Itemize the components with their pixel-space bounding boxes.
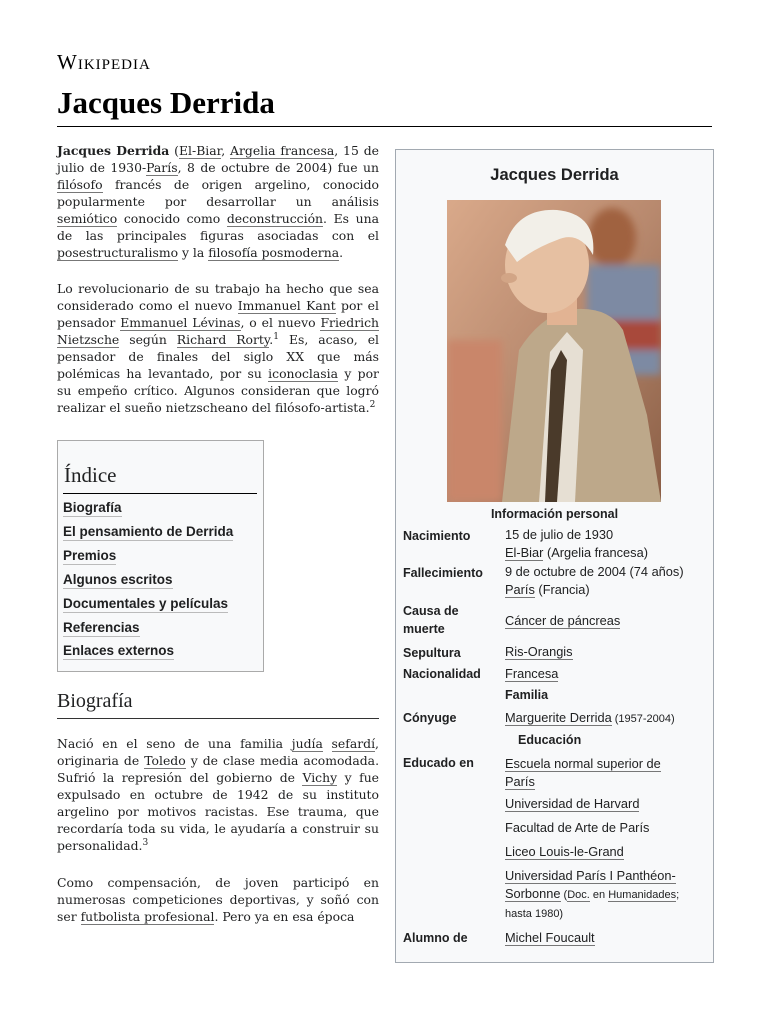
birth-date: 15 de julio de 1930 bbox=[505, 527, 614, 542]
text: según bbox=[119, 332, 177, 347]
text: por el pensador bbox=[57, 298, 379, 330]
birth-country: (Argelia francesa) bbox=[543, 545, 648, 560]
link-sefardi[interactable]: sefardí bbox=[331, 736, 376, 751]
text: y fue expulsado en octubre de 1942 de su instituto argelino por motivos racistas. Ese trauma, que recordaría toda su vida, le ayudaría a construir su personalidad. bbox=[57, 770, 380, 853]
link-immanuel-kant[interactable]: Immanuel Kant bbox=[237, 298, 336, 313]
link-judia[interactable]: judía bbox=[291, 736, 323, 751]
link-filosofo[interactable]: filósofo bbox=[57, 177, 103, 192]
toc-divider bbox=[63, 493, 257, 494]
death-country: (Francia) bbox=[534, 582, 590, 597]
birth-value bbox=[505, 526, 710, 562]
educated-at-label: Educado en bbox=[403, 756, 474, 770]
link-nationality[interactable]: Francesa bbox=[505, 666, 559, 681]
portrait-image bbox=[447, 200, 661, 502]
link-school-1[interactable]: Escuela normal superior de bbox=[505, 756, 661, 771]
infobox-header-education: Educación bbox=[518, 733, 582, 747]
text: , bbox=[221, 143, 231, 158]
spouse-label: Cónyuge bbox=[403, 711, 457, 725]
text: francés de origen argelino, conocido popularmente por desarrollar un análisis bbox=[57, 177, 379, 209]
toc-item-biografia[interactable]: Biografía bbox=[63, 500, 122, 515]
text: ; bbox=[676, 889, 680, 901]
school-4 bbox=[505, 843, 710, 861]
infobox bbox=[395, 149, 714, 963]
link-posestructuralismo[interactable]: posestructuralismo bbox=[57, 245, 179, 260]
link-humanidades[interactable]: Humanidades bbox=[608, 889, 677, 901]
student-of-value bbox=[505, 929, 710, 947]
link-school-1-cont[interactable]: París bbox=[505, 774, 535, 789]
link-birth-place[interactable]: El-Biar bbox=[505, 545, 544, 560]
link-school-5[interactable]: Universidad París I Panthéon- bbox=[505, 868, 676, 883]
link-richard-rorty[interactable]: Richard Rorty bbox=[176, 332, 270, 347]
link-burial[interactable]: Ris-Orangis bbox=[505, 644, 573, 659]
link-semiotico[interactable]: semiótico bbox=[57, 211, 118, 226]
intro-paragraph-1 bbox=[57, 142, 379, 261]
text: conocido como bbox=[117, 211, 227, 226]
text: en bbox=[589, 889, 609, 901]
cause-of-death-label bbox=[403, 602, 459, 638]
toc-item-escritos[interactable]: Algunos escritos bbox=[63, 572, 173, 587]
toc-item-documentales[interactable]: Documentales y películas bbox=[63, 596, 229, 611]
toc-item-premios[interactable]: Premios bbox=[63, 548, 117, 563]
text: . Es una de las principales figuras asociadas con el bbox=[57, 211, 379, 243]
infobox-title: Jacques Derrida bbox=[490, 166, 619, 184]
spouse-years: (1957-2004) bbox=[611, 713, 675, 725]
text: . bbox=[339, 245, 344, 260]
subject-name: Jacques Derrida bbox=[57, 143, 170, 158]
toc-item-referencias[interactable]: Referencias bbox=[63, 620, 140, 635]
school-1 bbox=[505, 755, 710, 791]
school-5 bbox=[505, 867, 710, 923]
link-school-5-cont[interactable]: Sorbonne bbox=[505, 886, 561, 901]
page-title: Jacques Derrida bbox=[57, 85, 275, 120]
section-divider bbox=[57, 718, 379, 719]
school-3-text: Facultad de Arte de París bbox=[505, 820, 650, 835]
cause-of-death-value bbox=[505, 612, 710, 630]
portrait-photo[interactable] bbox=[447, 200, 661, 502]
toc-item-enlaces[interactable]: Enlaces externos bbox=[63, 643, 175, 658]
text: y de clase media acomodada. Sufrió la represión del gobierno de bbox=[57, 753, 380, 785]
text: Es, acaso, el pensador de finales del siglo XX que más polémicas ha levantado, por su bbox=[57, 332, 379, 381]
spouse-value bbox=[505, 709, 710, 728]
nationality-label: Nacionalidad bbox=[403, 667, 481, 681]
text: ( bbox=[169, 143, 179, 158]
reference-3[interactable]: 3 bbox=[142, 837, 149, 848]
birth-label: Nacimiento bbox=[403, 529, 471, 543]
text: hasta 1980) bbox=[505, 908, 564, 920]
link-paris[interactable]: París bbox=[146, 160, 178, 175]
link-michel-foucault[interactable]: Michel Foucault bbox=[505, 930, 595, 945]
school-2 bbox=[505, 795, 710, 813]
nationality-value bbox=[505, 665, 710, 683]
link-doctorate[interactable]: Doc. bbox=[567, 889, 590, 901]
title-divider bbox=[57, 126, 712, 127]
link-filosofia-posmoderna[interactable]: filosofía posmoderna bbox=[208, 245, 340, 260]
link-emmanuel-levinas[interactable]: Emmanuel Lévinas bbox=[120, 315, 241, 330]
text: ( bbox=[560, 889, 568, 901]
link-iconoclasia[interactable]: iconoclasia bbox=[268, 366, 338, 381]
text: Causa de bbox=[403, 604, 459, 618]
link-school-4[interactable]: Liceo Louis-le-Grand bbox=[505, 844, 624, 859]
wikipedia-logo[interactable]: Wikipedia bbox=[57, 50, 151, 74]
text: , originaria de bbox=[57, 736, 379, 768]
burial-label: Sepultura bbox=[403, 646, 461, 660]
link-cause-of-death[interactable]: Cáncer de páncreas bbox=[505, 613, 621, 628]
student-of-label: Alumno de bbox=[403, 931, 468, 945]
section-heading-biografia: Biografía bbox=[57, 690, 133, 712]
text: , 15 de julio de 1930- bbox=[57, 143, 379, 175]
link-toledo[interactable]: Toledo bbox=[144, 753, 186, 768]
text: muerte bbox=[403, 622, 445, 636]
text: Lo revolucionario de su trabajo ha hecho que sea considerado como el nuevo bbox=[57, 281, 379, 313]
infobox-header-family: Familia bbox=[505, 688, 549, 702]
intro-paragraph-2 bbox=[57, 280, 379, 416]
burial-value bbox=[505, 643, 710, 661]
link-futbolista-profesional[interactable]: futbolista profesional bbox=[80, 909, 215, 924]
text: Nació en el seno de una familia bbox=[57, 736, 292, 751]
link-friedrich-nietzsche[interactable]: Friedrich Nietzsche bbox=[57, 315, 380, 347]
death-label: Fallecimiento bbox=[403, 566, 483, 580]
death-date: 9 de octubre de 2004 (74 años) bbox=[505, 564, 684, 579]
reference-1[interactable]: 1 bbox=[273, 331, 279, 342]
link-el-biar[interactable]: El-Biar bbox=[179, 143, 222, 158]
table-of-contents bbox=[57, 440, 264, 672]
link-spouse[interactable]: Marguerite Derrida bbox=[505, 710, 612, 725]
link-school-2[interactable]: Universidad de Harvard bbox=[505, 796, 640, 811]
biography-paragraph-1 bbox=[57, 735, 379, 854]
toc-heading: Índice bbox=[64, 463, 117, 487]
toc-item-pensamiento[interactable]: El pensamiento de Derrida bbox=[63, 524, 234, 539]
death-value bbox=[505, 563, 710, 599]
biography-paragraph-2 bbox=[57, 874, 379, 925]
link-death-place[interactable]: París bbox=[505, 582, 535, 597]
reference-2[interactable]: 2 bbox=[369, 399, 376, 410]
text: . bbox=[269, 332, 274, 347]
text: , o el nuevo bbox=[240, 315, 321, 330]
text: , 8 de octubre de 2004) fue un bbox=[177, 160, 379, 175]
link-deconstruccion[interactable]: deconstrucción bbox=[226, 211, 324, 226]
infobox-header-personal: Información personal bbox=[490, 507, 619, 521]
school-3 bbox=[505, 819, 710, 837]
text: . Pero ya en esa época bbox=[214, 909, 355, 924]
text: y por su empeño crítico. Algunos consideran que logró realizar el sueño nietzscheano del filósofo-artista. bbox=[57, 366, 379, 415]
link-argelia-francesa[interactable]: Argelia francesa bbox=[230, 143, 335, 158]
text: Como compensación, de joven participó en numerosas competiciones deportivas, y soñó con ser bbox=[57, 875, 379, 924]
link-vichy[interactable]: Vichy bbox=[302, 770, 338, 785]
text: y la bbox=[178, 245, 209, 260]
text bbox=[323, 736, 332, 751]
